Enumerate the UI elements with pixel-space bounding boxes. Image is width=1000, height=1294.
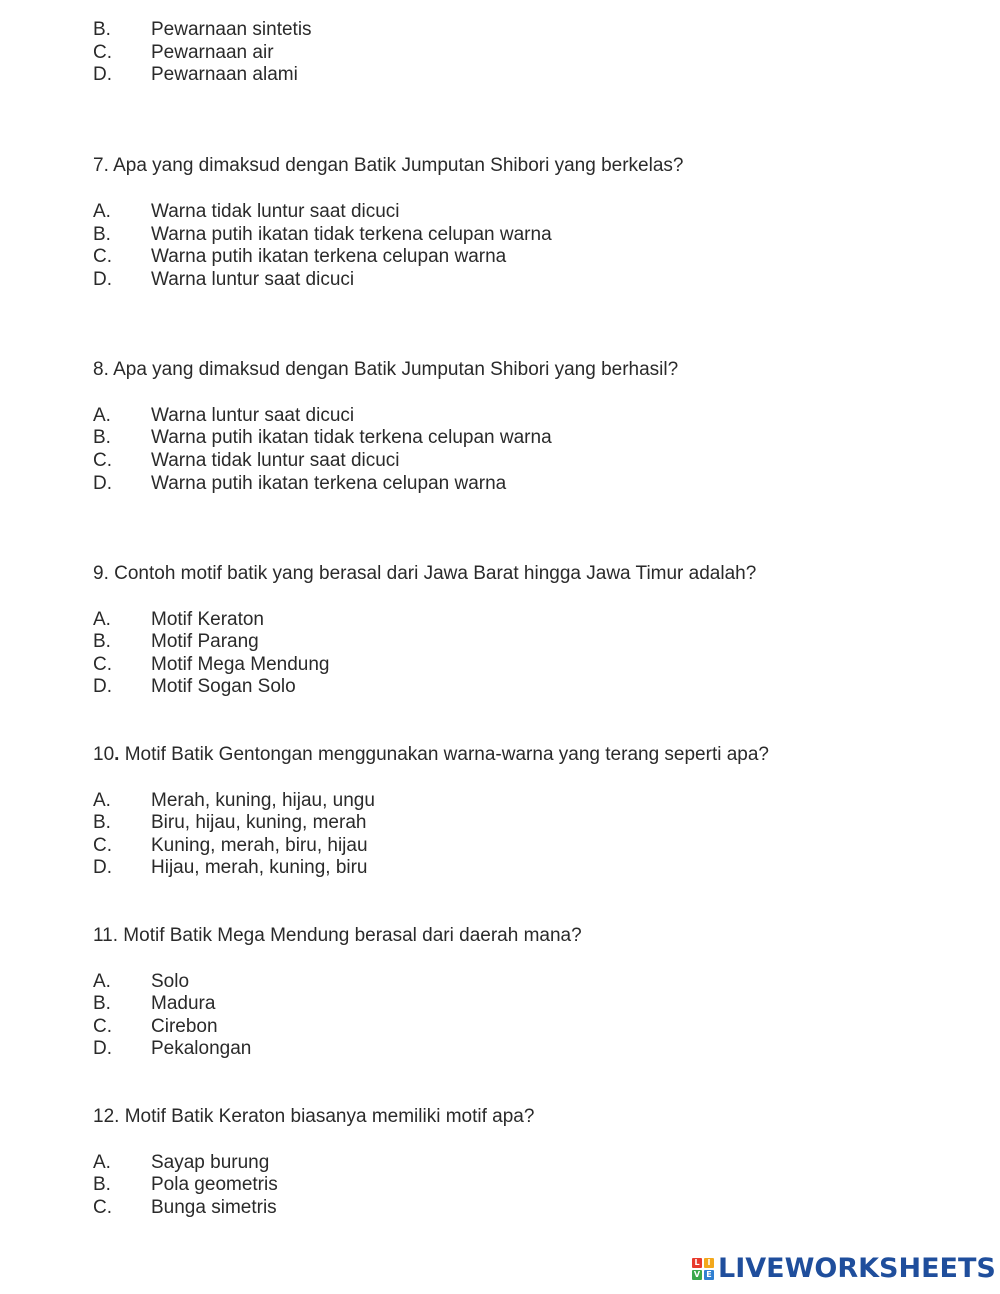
question-number: 11. — [93, 925, 119, 946]
logo-mark-tile: E — [704, 1270, 714, 1280]
option-item[interactable] — [93, 201, 400, 223]
option-text: Warna luntur saat dicuci — [151, 269, 355, 290]
question-11 — [93, 925, 582, 947]
question-number: 7. — [93, 155, 109, 176]
option-letter: C. — [93, 246, 112, 267]
option-item[interactable] — [93, 246, 506, 268]
option-text: Warna putih ikatan tidak terkena celupan warna — [151, 427, 552, 448]
option-item[interactable] — [93, 1016, 218, 1038]
logo-mark-tile: I — [704, 1258, 714, 1268]
option-letter: A. — [93, 1152, 111, 1173]
option-text: Kuning, merah, biru, hijau — [151, 835, 368, 856]
question-number: 8. — [93, 359, 109, 380]
option-item[interactable] — [93, 654, 330, 676]
option-text: Biru, hijau, kuning, merah — [151, 812, 367, 833]
option-letter: D. — [93, 64, 112, 85]
option-text: Motif Mega Mendung — [151, 654, 330, 675]
option-text: Solo — [151, 971, 190, 992]
option-letter: C. — [93, 654, 112, 675]
option-text: Merah, kuning, hijau, ungu — [151, 790, 375, 811]
option-item[interactable] — [93, 790, 375, 812]
option-text: Warna tidak luntur saat dicuci — [151, 201, 400, 222]
option-text: Motif Parang — [151, 631, 259, 652]
option-letter: D. — [93, 1038, 112, 1059]
option-letter: B. — [93, 19, 111, 40]
option-item[interactable] — [93, 19, 312, 41]
option-letter: C. — [93, 42, 112, 63]
logo-mark-icon — [692, 1258, 714, 1280]
question-text: Motif Batik Keraton biasanya memiliki motif apa? — [124, 1106, 535, 1127]
option-item[interactable] — [93, 835, 368, 857]
option-text: Pewarnaan air — [151, 42, 274, 63]
option-text: Warna luntur saat dicuci — [151, 405, 355, 426]
option-item[interactable] — [93, 224, 552, 246]
option-letter: A. — [93, 201, 111, 222]
option-item[interactable] — [93, 857, 368, 879]
option-letter: A. — [93, 405, 111, 426]
option-letter: C. — [93, 1016, 112, 1037]
option-item[interactable] — [93, 1197, 277, 1219]
option-text: Motif Sogan Solo — [151, 676, 296, 697]
option-letter: C. — [93, 450, 112, 471]
question-number-dot: . — [114, 744, 120, 765]
option-item[interactable] — [93, 1038, 251, 1060]
option-letter: D. — [93, 473, 112, 494]
question-number: 9. — [93, 563, 109, 584]
option-item[interactable] — [93, 473, 506, 495]
option-text: Warna tidak luntur saat dicuci — [151, 450, 400, 471]
question-text: Motif Batik Mega Mendung berasal dari daerah mana? — [123, 925, 582, 946]
option-text: Pewarnaan alami — [151, 64, 298, 85]
option-letter: A. — [93, 609, 111, 630]
option-text: Pewarnaan sintetis — [151, 19, 312, 40]
option-item[interactable] — [93, 631, 259, 653]
logo-text: LIVEWORKSHEETS — [718, 1253, 996, 1284]
question-number: 10 — [93, 744, 115, 765]
question-9 — [93, 563, 756, 585]
option-item[interactable] — [93, 405, 354, 427]
option-item[interactable] — [93, 993, 215, 1015]
option-text: Warna putih ikatan tidak terkena celupan warna — [151, 224, 552, 245]
logo-mark-tile: V — [693, 1270, 701, 1279]
option-letter: B. — [93, 1174, 111, 1195]
question-text: Apa yang dimaksud dengan Batik Jumputan Shibori yang berhasil? — [113, 359, 679, 380]
logo-mark-tile: L — [692, 1258, 702, 1268]
option-letter: B. — [93, 224, 111, 245]
option-letter: B. — [93, 993, 111, 1014]
option-text: Bunga simetris — [151, 1197, 277, 1218]
question-12 — [93, 1106, 534, 1128]
question-text: Motif Batik Gentongan menggunakan warna-warna yang terang seperti apa? — [124, 744, 769, 765]
question-10 — [93, 744, 769, 766]
option-letter: C. — [93, 835, 112, 856]
option-item[interactable] — [93, 1174, 278, 1196]
option-item[interactable] — [93, 42, 274, 64]
question-text: Contoh motif batik yang berasal dari Jawa Barat hingga Jawa Timur adalah? — [114, 563, 757, 584]
option-text: Motif Keraton — [151, 609, 264, 630]
option-item[interactable] — [93, 450, 400, 472]
option-item[interactable] — [93, 609, 264, 631]
liveworksheets-logo — [692, 1254, 996, 1284]
option-item[interactable] — [93, 64, 298, 86]
option-letter: B. — [93, 812, 111, 833]
option-letter: B. — [93, 631, 111, 652]
question-8 — [93, 359, 678, 381]
question-text: Apa yang dimaksud dengan Batik Jumputan Shibori yang berkelas? — [113, 155, 684, 176]
option-item[interactable] — [93, 676, 296, 698]
question-number: 12. — [93, 1106, 120, 1127]
option-letter: B. — [93, 427, 111, 448]
question-7 — [93, 155, 683, 177]
option-text: Madura — [151, 993, 216, 1014]
option-item[interactable] — [93, 971, 189, 993]
option-item[interactable] — [93, 427, 552, 449]
option-text: Warna putih ikatan terkena celupan warna — [151, 473, 507, 494]
option-text: Warna putih ikatan terkena celupan warna — [151, 246, 507, 267]
option-text: Pola geometris — [151, 1174, 278, 1195]
option-letter: A. — [93, 971, 111, 992]
option-text: Sayap burung — [151, 1152, 270, 1173]
option-text: Hijau, merah, kuning, biru — [151, 857, 368, 878]
option-letter: A. — [93, 790, 111, 811]
option-text: Cirebon — [151, 1016, 218, 1037]
option-letter: D. — [93, 676, 112, 697]
option-item[interactable] — [93, 269, 354, 291]
option-item[interactable] — [93, 1152, 269, 1174]
option-letter: D. — [93, 857, 112, 878]
option-text: Pekalongan — [151, 1038, 252, 1059]
option-item[interactable] — [93, 812, 366, 834]
option-letter: C. — [93, 1197, 112, 1218]
option-letter: D. — [93, 269, 112, 290]
